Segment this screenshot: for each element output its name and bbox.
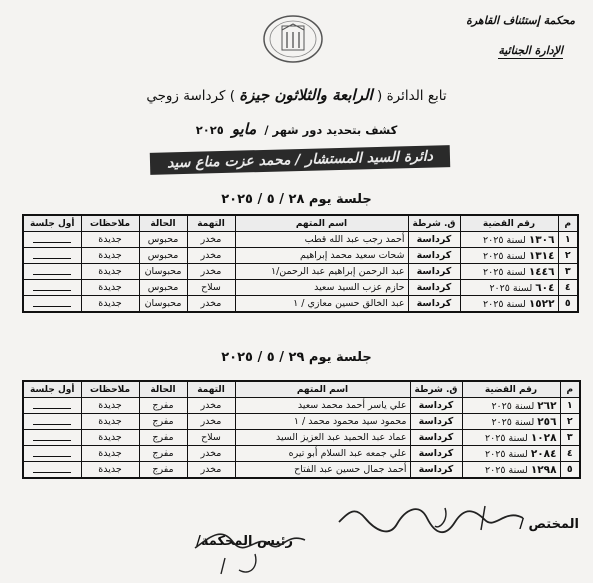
- police-station: كرداسة: [408, 248, 460, 264]
- col-status: الحالة: [139, 215, 187, 232]
- accused-name: علي ياسر أحمد محمد سعيد: [235, 398, 410, 414]
- police-station: كرداسة: [410, 430, 462, 446]
- case-num: ١٢٩٨: [530, 463, 557, 476]
- court-head-label: رئيس المحكمة/: [196, 534, 293, 549]
- table-header-row: [23, 215, 578, 232]
- case-number: [462, 446, 560, 462]
- sheet-year: ٢٠٢٥: [195, 123, 224, 137]
- case-num: ١٣١٤: [528, 249, 555, 262]
- case-year: لسنة ٢٠٢٥: [483, 250, 526, 262]
- first-session-blank: [23, 248, 81, 264]
- table-row: [23, 264, 578, 280]
- col-no: م: [558, 215, 578, 232]
- notes: جديدة: [81, 398, 139, 414]
- accused-name: عبد الرحمن إبراهيم عبد الرحمن/١: [235, 264, 408, 280]
- case-num: ١٠٢٨: [530, 431, 557, 444]
- row-no: ١: [560, 398, 580, 414]
- charge: مخدر: [187, 414, 235, 430]
- status: مفرج: [139, 398, 187, 414]
- first-session-blank: [23, 296, 81, 313]
- case-number: [460, 280, 558, 296]
- circuit-prefix: تابع الدائرة (: [377, 88, 447, 104]
- case-year: لسنة ٢٠٢٥: [485, 432, 528, 444]
- col-accused: اسم المتهم: [235, 381, 410, 398]
- first-session-blank: [23, 462, 81, 479]
- charge: سلاح: [187, 430, 235, 446]
- first-session-blank: [23, 232, 81, 248]
- status: مفرج: [139, 446, 187, 462]
- row-no: ٤: [560, 446, 580, 462]
- case-number: [462, 430, 560, 446]
- case-year: لسنة ٢٠٢٥: [483, 298, 526, 310]
- table-row: [23, 430, 580, 446]
- sheet-month: مايو: [231, 120, 257, 138]
- charge: مخدر: [187, 264, 235, 280]
- row-no: ٢: [560, 414, 580, 430]
- charge: مخدر: [187, 296, 235, 313]
- accused-name: علي جمعه عبد السلام أبو تيره: [235, 446, 410, 462]
- row-no: ١: [558, 232, 578, 248]
- col-no: م: [560, 381, 580, 398]
- first-session-blank: [23, 398, 81, 414]
- notes: جديدة: [81, 280, 139, 296]
- session-title: جلسة يوم ٢٨ / ٥ / ٢٠٢٥: [221, 192, 372, 207]
- case-number: [460, 264, 558, 280]
- table-row: [23, 248, 578, 264]
- first-session-blank: [23, 446, 81, 462]
- charge: سلاح: [187, 280, 235, 296]
- court-name: محكمة إستئناف القاهرة: [466, 14, 575, 27]
- accused-name: أحمد جمال حسين عبد الفتاح: [235, 462, 410, 479]
- police-station: كرداسة: [408, 296, 460, 313]
- first-session-blank: [23, 264, 81, 280]
- case-year: لسنة ٢٠٢٥: [485, 448, 528, 460]
- case-year: لسنة ٢٠٢٥: [491, 400, 535, 412]
- case-number: [462, 398, 560, 414]
- notes: جديدة: [81, 430, 139, 446]
- table-header-row: [23, 381, 580, 398]
- col-case-no: رقم القضية: [462, 381, 560, 398]
- notes: جديدة: [81, 296, 139, 313]
- col-first-session: أول جلسة: [23, 381, 81, 398]
- col-notes: ملاحظات: [81, 215, 139, 232]
- col-first-session: أول جلسة: [23, 215, 81, 232]
- table-row: [23, 462, 580, 479]
- first-session-blank: [23, 430, 81, 446]
- police-station: كرداسة: [410, 414, 462, 430]
- col-accused: اسم المتهم: [235, 215, 408, 232]
- police-station: كرداسة: [410, 446, 462, 462]
- judge-banner: دائرة السيد المستشار / محمد عزت مناع سيد: [150, 145, 450, 175]
- first-session-blank: [23, 414, 81, 430]
- police-station: كرداسة: [408, 264, 460, 280]
- police-station: كرداسة: [408, 232, 460, 248]
- status: مفرج: [139, 462, 187, 479]
- accused-name: عبد الخالق حسين معازي / ١: [235, 296, 408, 313]
- status: محبوس: [139, 232, 187, 248]
- charge: مخدر: [187, 232, 235, 248]
- row-no: ٣: [560, 430, 580, 446]
- notes: جديدة: [81, 264, 139, 280]
- case-year: لسنة ٢٠٢٥: [485, 464, 528, 476]
- notes: جديدة: [81, 446, 139, 462]
- accused-name: أحمد رجب عبد الله قطب: [235, 232, 408, 248]
- case-number: [460, 248, 558, 264]
- status: محبوس: [139, 280, 187, 296]
- charge: مخدر: [187, 462, 235, 479]
- accused-name: شحات سعيد محمد إبراهيم: [235, 248, 408, 264]
- status: مفرج: [139, 430, 187, 446]
- col-charge: التهمة: [187, 215, 235, 232]
- first-session-blank: [23, 280, 81, 296]
- case-num: ٢٠٨٤: [530, 447, 557, 460]
- charge: مخدر: [187, 398, 235, 414]
- case-year: لسنة ٢٠٢٥: [483, 234, 526, 246]
- case-num: ١٥٢٢: [528, 297, 555, 310]
- eagle-emblem-icon: [262, 14, 324, 64]
- case-number: [462, 414, 560, 430]
- table-row: [23, 414, 580, 430]
- notes: جديدة: [81, 248, 139, 264]
- sheet-prefix: كشف بتحديد دور شهر /: [264, 123, 398, 137]
- status: محبوسان: [139, 264, 187, 280]
- case-year: لسنة ٢٠٢٥: [491, 416, 535, 428]
- charge: مخدر: [187, 446, 235, 462]
- col-police: ق. شرطة: [410, 381, 462, 398]
- table-row: [23, 446, 580, 462]
- police-station: كرداسة: [410, 398, 462, 414]
- col-notes: ملاحظات: [81, 381, 139, 398]
- case-num: ٢٦٢: [537, 399, 557, 412]
- specialist-label: المختص /: [519, 517, 579, 532]
- status: مفرج: [139, 414, 187, 430]
- col-charge: التهمة: [187, 381, 235, 398]
- accused-name: عماد عبد الحميد عبد العزيز السيد: [235, 430, 410, 446]
- circuit-name: الرابعة والثلاثون جيزة: [239, 86, 373, 104]
- accused-name: محمود سيد محمود محمد / ١: [235, 414, 410, 430]
- status: محبوس: [139, 248, 187, 264]
- accused-name: حازم عزب السيد سعيد: [235, 280, 408, 296]
- police-station: كرداسة: [408, 280, 460, 296]
- row-no: ٤: [558, 280, 578, 296]
- col-case-no: رقم القضية: [460, 215, 558, 232]
- session-title: جلسة يوم ٢٩ / ٥ / ٢٠٢٥: [221, 350, 372, 365]
- status: محبوسان: [139, 296, 187, 313]
- row-no: ٥: [560, 462, 580, 479]
- row-no: ٢: [558, 248, 578, 264]
- notes: جديدة: [81, 414, 139, 430]
- case-num: ١٤٤٦: [528, 265, 555, 278]
- table-row: [23, 280, 578, 296]
- case-number: [460, 296, 558, 313]
- charge: مخدر: [187, 248, 235, 264]
- table-row: [23, 398, 580, 414]
- table-row: [23, 296, 578, 313]
- case-num: ١٣٠٦: [528, 233, 555, 246]
- notes: جديدة: [81, 232, 139, 248]
- col-police: ق. شرطة: [408, 215, 460, 232]
- case-number: [462, 462, 560, 479]
- department-name: الإدارة الجنائية: [498, 44, 563, 57]
- table-row: [23, 232, 578, 248]
- case-num: ٢٥٦: [537, 415, 557, 428]
- specialist-signature-icon: [335, 500, 525, 540]
- case-number: [460, 232, 558, 248]
- notes: جديدة: [81, 462, 139, 479]
- session-table: [22, 380, 581, 479]
- row-no: ٥: [558, 296, 578, 313]
- court-head-signature-icon: [185, 528, 315, 578]
- sheet-line: [0, 120, 593, 138]
- case-year: لسنة ٢٠٢٥: [489, 282, 533, 294]
- session-table: [22, 214, 579, 313]
- case-num: ٦٠٤: [535, 281, 555, 294]
- police-station: كرداسة: [410, 462, 462, 479]
- row-no: ٣: [558, 264, 578, 280]
- case-year: لسنة ٢٠٢٥: [483, 266, 526, 278]
- circuit-suffix: ) كرداسة زوجي: [146, 88, 235, 104]
- circuit-line: [0, 86, 593, 104]
- col-status: الحالة: [139, 381, 187, 398]
